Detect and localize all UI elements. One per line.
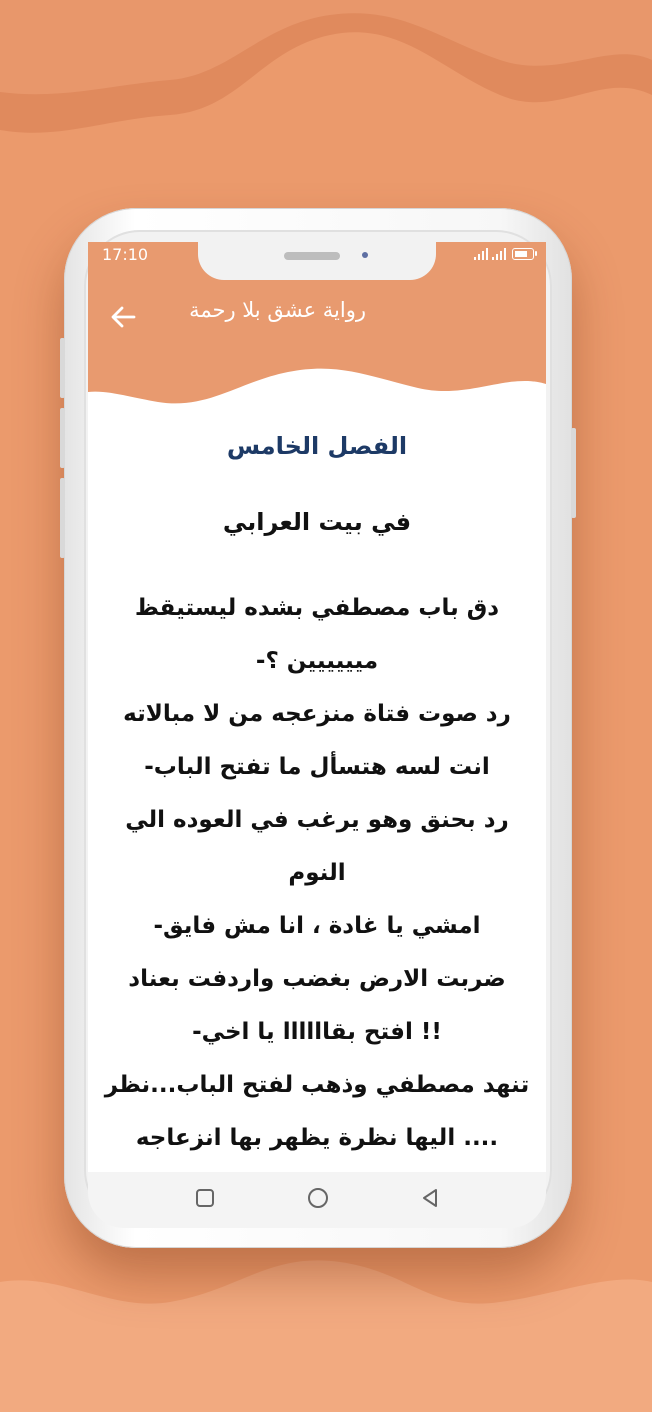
story-line: .... اليها نظرة يظهر بها انزعاجه <box>135 1125 499 1151</box>
phone-power-button <box>571 428 576 518</box>
phone-screen <box>88 242 546 1172</box>
status-time: 17:10 <box>102 245 149 264</box>
story-line: النوم <box>288 860 346 886</box>
background-wave-top <box>0 0 652 170</box>
nav-recent-square-icon[interactable] <box>193 1186 217 1210</box>
back-arrow-icon[interactable] <box>108 304 138 330</box>
chapter-subtitle: في بيت العرابي <box>222 508 412 536</box>
nav-back-triangle-icon[interactable] <box>418 1186 442 1210</box>
story-line: امشي يا غادة ، انا مش فايق- <box>153 913 481 939</box>
story-line: !! افتح بقاااااا يا اخي- <box>192 1019 442 1045</box>
app-bar-wave <box>88 342 546 414</box>
signal-icon <box>474 248 488 260</box>
story-line: دق باب مصطفي بشده ليستيقظ <box>134 595 500 621</box>
phone-side-button <box>60 338 65 398</box>
story-line: ميييييين ؟- <box>255 648 379 674</box>
camera-icon <box>362 252 368 258</box>
app-title: رواية عشق بلا رحمة <box>189 298 366 322</box>
status-icons <box>474 248 534 260</box>
chapter-title: الفصل الخامس <box>226 432 408 460</box>
story-line: ضربت الارض بغضب واردفت بعناد <box>128 966 506 992</box>
signal-icon <box>492 248 506 260</box>
background-wave-bottom <box>0 1242 652 1412</box>
story-text <box>100 582 534 1218</box>
story-line: رد بحنق وهو يرغب في العوده الي <box>125 807 509 833</box>
system-nav-bar <box>88 1172 546 1228</box>
speaker-grille <box>284 252 340 260</box>
phone-side-button <box>60 408 65 468</box>
story-line: رد صوت فتاة منزعجه من لا مبالاته <box>123 701 511 727</box>
phone-notch <box>198 242 436 280</box>
nav-home-circle-icon[interactable] <box>306 1186 330 1210</box>
phone-side-button <box>60 478 65 558</box>
chapter-content <box>88 412 546 1172</box>
battery-icon <box>512 248 534 260</box>
phone-frame <box>64 208 572 1248</box>
story-line: انت لسه هتسأل ما تفتح الباب- <box>144 754 490 780</box>
story-line: تنهد مصطفي وذهب لفتح الباب...نظر <box>104 1072 530 1098</box>
app-bar <box>88 242 546 412</box>
